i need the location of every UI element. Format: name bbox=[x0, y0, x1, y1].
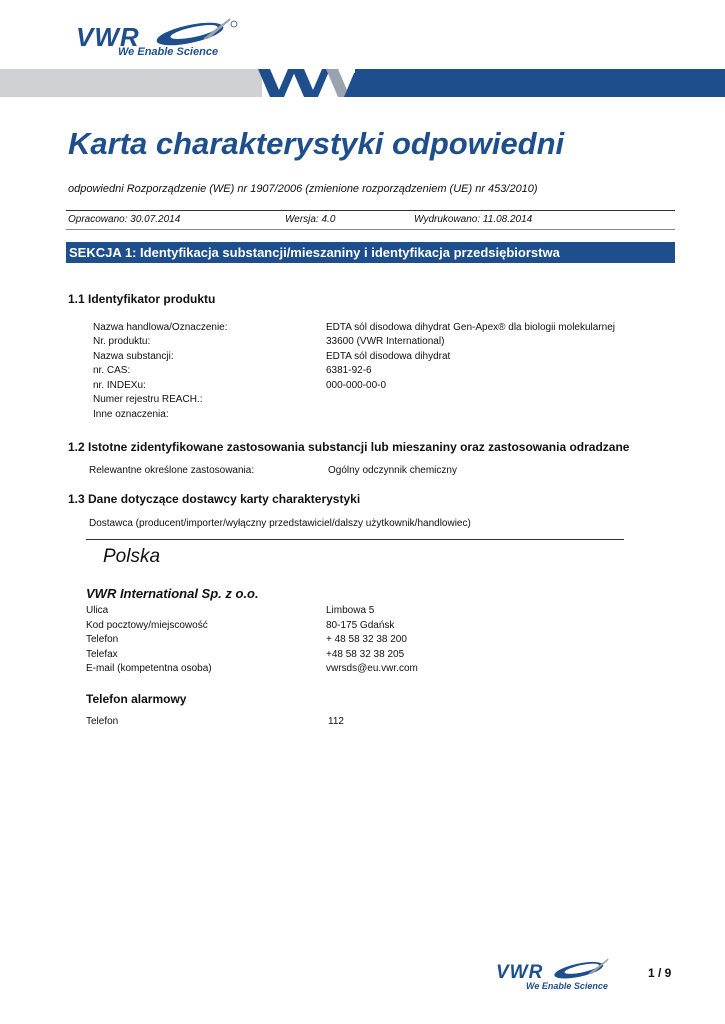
vwr-logo-header bbox=[76, 22, 241, 62]
label-trade-name: Nazwa handlowa/Oznaczenie: bbox=[93, 322, 228, 333]
value-emergency-phone: 112 bbox=[328, 716, 344, 727]
heading-1-2: 1.2 Istotne zidentyfikowane zastosowania substancji lub mieszaniny oraz zastosowania odradzane bbox=[68, 440, 630, 454]
document-title: Karta charakterystyki odpowiedni bbox=[68, 126, 565, 161]
label-index: nr. INDEXu: bbox=[93, 380, 146, 391]
label-postal: Kod pocztowy/miejscowość bbox=[86, 620, 208, 631]
emergency-heading: Telefon alarmowy bbox=[86, 692, 187, 706]
value-trade-name: EDTA sól disodowa dihydrat Gen-Apex® dla biologii molekularnej bbox=[326, 322, 615, 333]
footer-logo-swoosh-icon bbox=[548, 957, 614, 979]
section-1-header: SEKCJA 1: Identyfikacja substancji/mieszaniny i identyfikacja przedsiębiorstwa bbox=[66, 242, 675, 263]
label-phone: Telefon bbox=[86, 634, 119, 645]
meta-version: Wersja: 4.0 bbox=[285, 214, 336, 225]
meta-rule-bottom bbox=[66, 229, 675, 230]
meta-prepared: Opracowano: 30.07.2014 bbox=[68, 214, 181, 225]
value-index: 000-000-00-0 bbox=[326, 380, 387, 391]
label-other: Inne oznaczenia: bbox=[93, 409, 169, 420]
document-subtitle: odpowiedni Rozporządzenie (WE) nr 1907/2006 (zmienione rozporządzeniem (UE) nr 453/2010) bbox=[68, 183, 538, 195]
value-street: Limbowa 5 bbox=[326, 605, 375, 616]
heading-1-1: 1.1 Identyfikator produktu bbox=[68, 292, 216, 306]
value-substance-name: EDTA sól disodowa dihydrat bbox=[326, 351, 451, 362]
header-band-grey bbox=[0, 69, 262, 97]
logo-tagline: We Enable Science bbox=[118, 46, 219, 58]
value-product-no: 33600 (VWR International) bbox=[326, 336, 445, 347]
label-substance-name: Nazwa substancji: bbox=[93, 351, 174, 362]
value-email[interactable]: vwrsds@eu.vwr.com bbox=[326, 663, 418, 674]
value-postal: 80-175 Gdańsk bbox=[326, 620, 395, 631]
label-fax: Telefax bbox=[86, 649, 118, 660]
label-reach: Numer rejestru REACH.: bbox=[93, 394, 203, 405]
label-street: Ulica bbox=[86, 605, 109, 616]
label-cas: nr. CAS: bbox=[93, 365, 131, 376]
company-name: VWR International Sp. z o.o. bbox=[86, 586, 259, 601]
page-number: 1 / 9 bbox=[648, 966, 672, 980]
meta-printed: Wydrukowano: 11.08.2014 bbox=[414, 214, 533, 225]
vwr-logo-footer bbox=[496, 962, 616, 994]
supplier-note: Dostawca (producent/importer/wyłączny przedstawiciel/dalszy użytkownik/handlowiec) bbox=[89, 518, 471, 529]
supplier-rule bbox=[86, 539, 624, 540]
header-chevron-pattern bbox=[258, 69, 358, 97]
country-name: Polska bbox=[103, 546, 161, 567]
footer-logo-tagline: We Enable Science bbox=[526, 981, 608, 991]
label-emergency-phone: Telefon bbox=[86, 716, 119, 727]
value-relevant-uses: Ogólny odczynnik chemiczny bbox=[328, 465, 457, 476]
value-phone: + 48 58 32 38 200 bbox=[326, 634, 407, 645]
value-cas: 6381-92-6 bbox=[326, 365, 372, 376]
label-email: E-mail (kompetentna osoba) bbox=[86, 663, 212, 674]
logo-swoosh-icon bbox=[148, 16, 238, 46]
meta-rule-top bbox=[66, 210, 675, 211]
logo-text: VWR bbox=[76, 22, 140, 52]
footer-logo-text: VWR bbox=[496, 962, 544, 983]
header-band-blue bbox=[355, 69, 725, 97]
label-product-no: Nr. produktu: bbox=[93, 336, 151, 347]
heading-1-3: 1.3 Dane dotyczące dostawcy karty charakterystyki bbox=[68, 492, 361, 506]
value-fax: +48 58 32 38 205 bbox=[326, 649, 405, 660]
label-relevant-uses: Relewantne określone zastosowania: bbox=[89, 465, 255, 476]
